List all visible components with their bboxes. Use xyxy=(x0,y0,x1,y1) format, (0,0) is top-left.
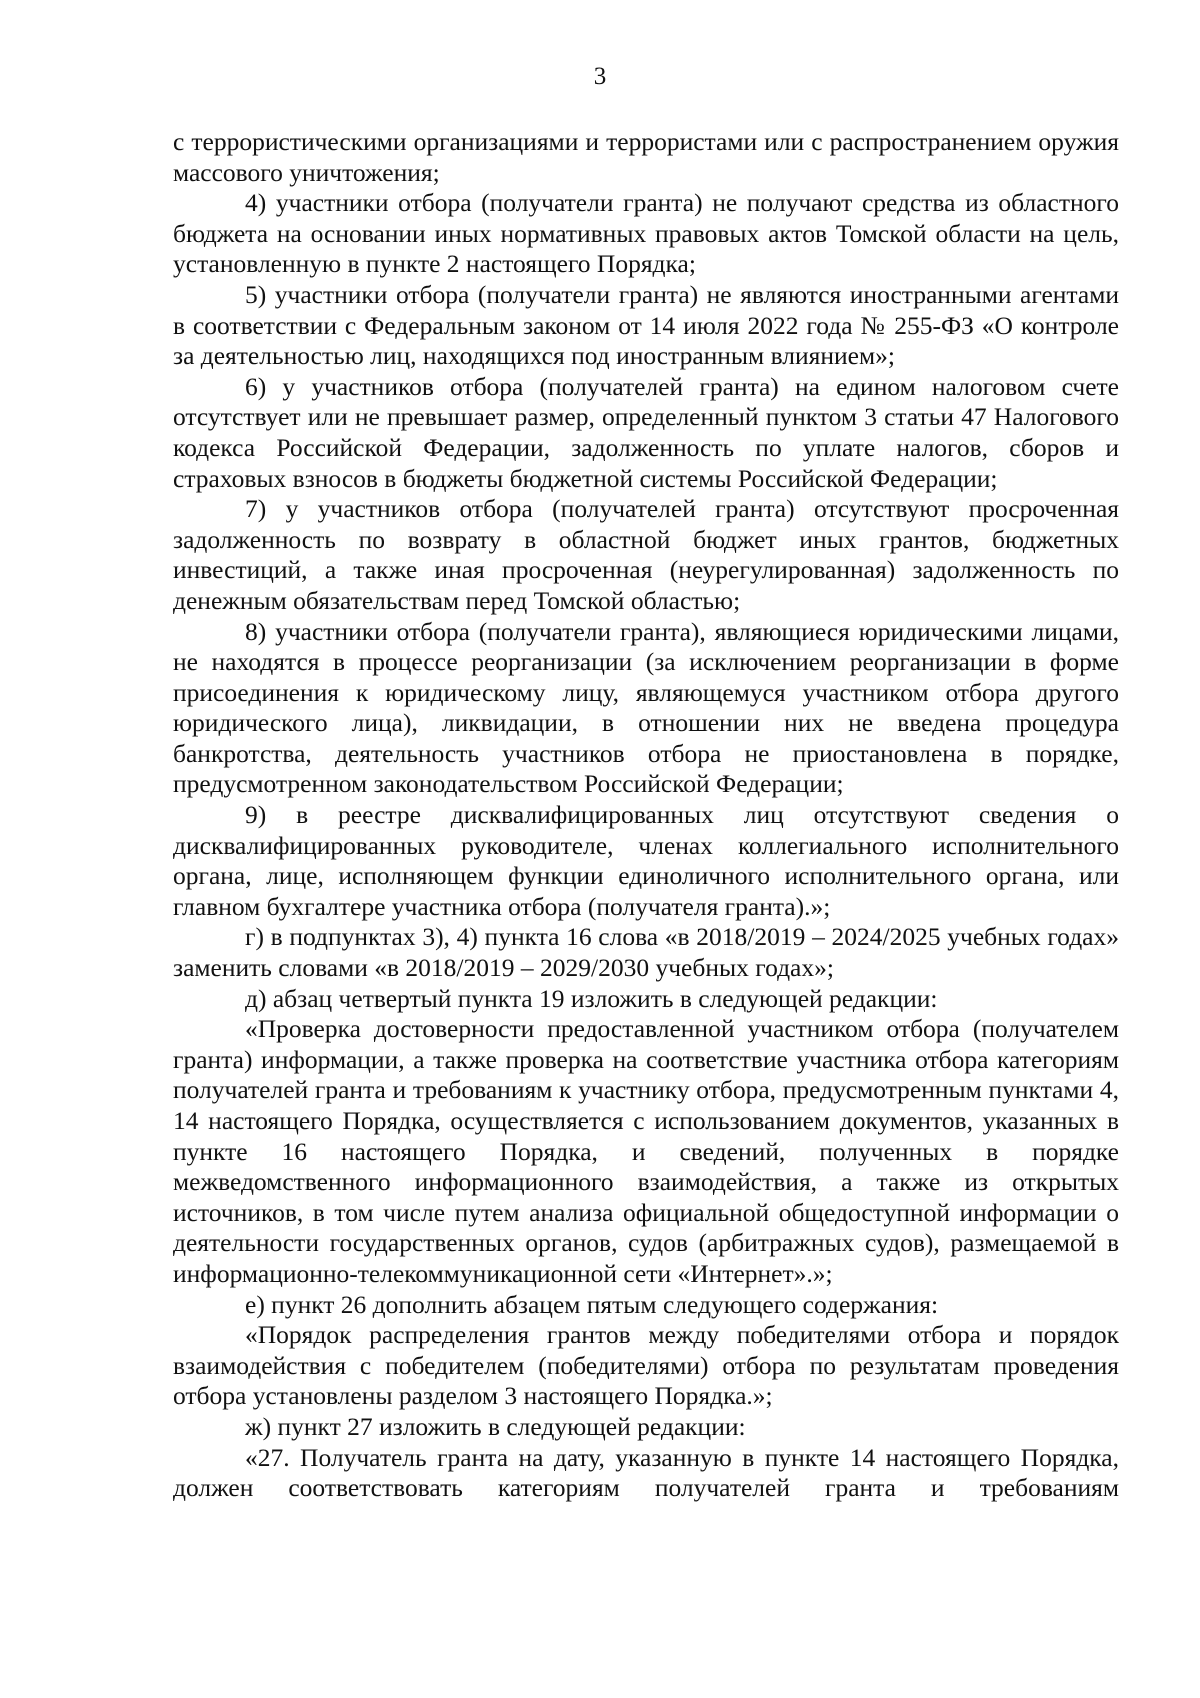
paragraph: «Порядок распределения грантов между победителями отбора и порядок взаимодействия с победителем (победителями) отбора по результатам проведения отбора установлены разделом 3 настоящего Порядка.»; xyxy=(173,1320,1119,1411)
paragraph: е) пункт 26 дополнить абзацем пятым следующего содержания: xyxy=(245,1289,939,1319)
paragraph: 7) у участников отбора (получателей гранта) отсутствуют просроченная задолженность по возврату в областной бюджет иных грантов, бюджетных инвестиций, а также иная просроченная (неурегулированная) задолженность по денежным обязательствам перед Томской областью; xyxy=(173,494,1119,615)
document-body xyxy=(173,127,1119,1504)
paragraph: «Проверка достоверности предоставленной участником отбора (получателем гранта) информации, а также проверка на соответствие участника отбора категориям получателей гранта и требованиям к участнику отбора, предусмотренным пунктами 4, 14 настоящего Порядка, осуществляется с использованием документов, указанных в пункте 16 настоящего Порядка, и сведений, полученных в порядке межведомственного информационного взаимодействия, а также из открытых источников, в том числе путем анализа официальной общедоступной информации о деятельности государственных органов, судов (арбитражных судов), размещаемой в информационно-телекоммуникационной сети «Интернет».»; xyxy=(173,1014,1119,1288)
paragraph: 5) участники отбора (получатели гранта) не являются иностранными агентами в соответствии с Федеральным законом от 14 июля 2022 года № 255-ФЗ «О контроле за деятельностью лиц, находящихся под иностранным влиянием»; xyxy=(173,279,1119,371)
paragraph: д) абзац четвертый пункта 19 изложить в следующей редакции: xyxy=(245,983,938,1013)
paragraph: 4) участники отбора (получатели гранта) не получают средства из областного бюджета на основании иных нормативных правовых актов Томской области на цель, установленную в пункте 2 настоящего Порядка; xyxy=(173,188,1119,279)
page-number: 3 xyxy=(593,63,607,90)
paragraph: ж) пункт 27 изложить в следующей редакции: xyxy=(245,1411,746,1441)
paragraph: 9) в реестре дисквалифицированных лиц отсутствуют сведения о дисквалифицированных руководителе, членах коллегиального исполнительного органа, лице, исполняющем функции единоличного исполнительного органа, или главном бухгалтере участника отбора (получателя гранта).»; xyxy=(173,800,1119,921)
paragraph: 6) у участников отбора (получателей гранта) на едином налоговом счете отсутствует или не превышает размер, определенный пунктом 3 статьи 47 Налогового кодекса Российской Федерации, задолженность по уплате налогов, сборов и страховых взносов в бюджеты бюджетной системы Российской Федерации; xyxy=(173,371,1119,493)
paragraph: с террористическими организациями и террористами или с распространением оружия массового уничтожения; xyxy=(173,127,1119,187)
paragraph: 8) участники отбора (получатели гранта), являющиеся юридическими лицами, не находятся в процессе реорганизации (за исключением реорганизации в форме присоединения к юридическому лицу, являющемуся участником отбора другого юридического лица), ликвидации, в отношении них не введена процедура банкротства, деятельность участников отбора не приостановлена в порядке, предусмотренном законодательством Российской Федерации; xyxy=(173,616,1119,799)
paragraph: «27. Получатель гранта на дату, указанную в пункте 14 настоящего Порядка, должен соответствовать категориям получателей гранта и требованиям xyxy=(173,1442,1119,1503)
paragraph: г) в подпунктах 3), 4) пункта 16 слова «в 2018/2019 – 2024/2025 учебных годах» заменить словами «в 2018/2019 – 2029/2030 учебных годах»; xyxy=(173,922,1119,983)
